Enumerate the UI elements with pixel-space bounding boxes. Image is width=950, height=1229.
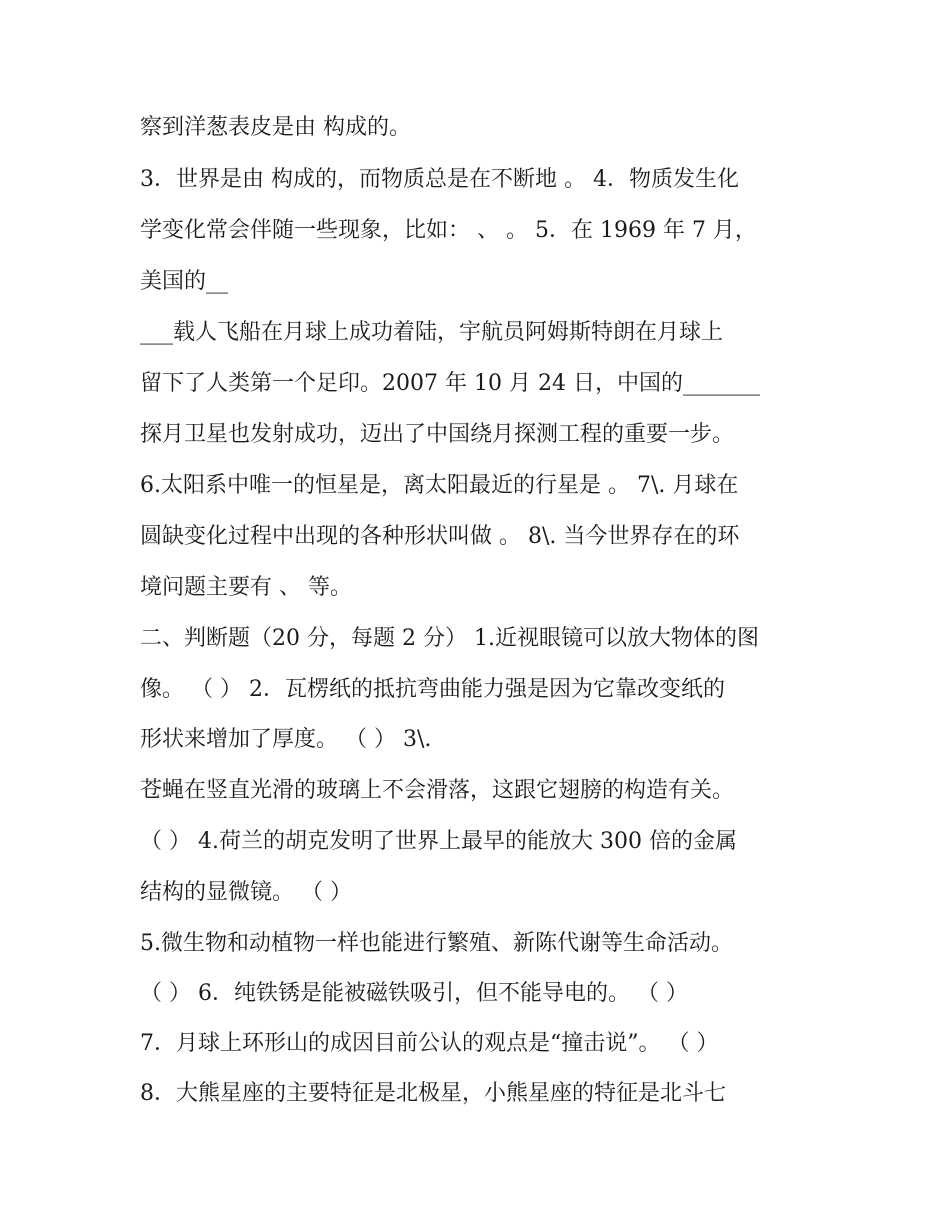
text-line: 留下了人类第一个足印。2007 年 10 月 24 日，中国的_______ <box>140 371 760 396</box>
text-line: （ ） 6．纯铁锈是能被磁铁吸引，但不能导电的。 （ ） <box>140 981 688 1006</box>
text-line: 境问题主要有 、 等。 <box>140 575 352 600</box>
text-line: 形状来增加了厚度。 （ ） 3\. <box>140 727 432 752</box>
text-line: ___载人飞船在月球上成功着陆，宇航员阿姆斯特朗在月球上 <box>140 320 724 345</box>
text-line: 圆缺变化过程中出现的各种形状叫做 。 8\. 当今世界存在的环 <box>140 524 740 549</box>
text-line: 8．大熊星座的主要特征是北极星，小熊星座的特征是北斗七 <box>140 1081 726 1106</box>
text-line: 苍蝇在竖直光滑的玻璃上不会滑落，这跟它翅膀的构造有关。 <box>140 778 735 803</box>
text-line: 3．世界是由 构成的，而物质总是在不断地 。 4．物质发生化 <box>140 167 739 192</box>
text-line: 7．月球上环形山的成因目前公认的观点是“撞击说”。 （ ） <box>140 1031 719 1056</box>
text-line: 5.微生物和动植物一样也能进行繁殖、新陈代谢等生命活动。 <box>140 931 733 956</box>
text-line: 像。 （ ） 2．瓦楞纸的抵抗弯曲能力强是因为它靠改变纸的 <box>140 677 725 702</box>
text-line: 察到洋葱表皮是由 构成的。 <box>140 115 411 140</box>
text-line: 结构的显微镜。 （ ） <box>140 880 352 905</box>
text-line: 探月卫星也发射成功，迈出了中国绕月探测工程的重要一步。 <box>140 422 735 447</box>
text-line: （ ） 4.荷兰的胡克发明了世界上最早的能放大 300 倍的金属 <box>140 829 737 854</box>
text-line: 6.太阳系中唯一的恒星是，离太阳最近的行星是 。 7\. 月球在 <box>140 473 739 498</box>
text-line: 学变化常会伴随一些现象，比如： 、 。 5．在 1969 年 7 月， <box>140 218 757 243</box>
text-line: 美国的__ <box>140 269 229 294</box>
text-line: 二、判断题（20 分，每题 2 分） 1.近视眼镜可以放大物体的图 <box>140 626 759 651</box>
